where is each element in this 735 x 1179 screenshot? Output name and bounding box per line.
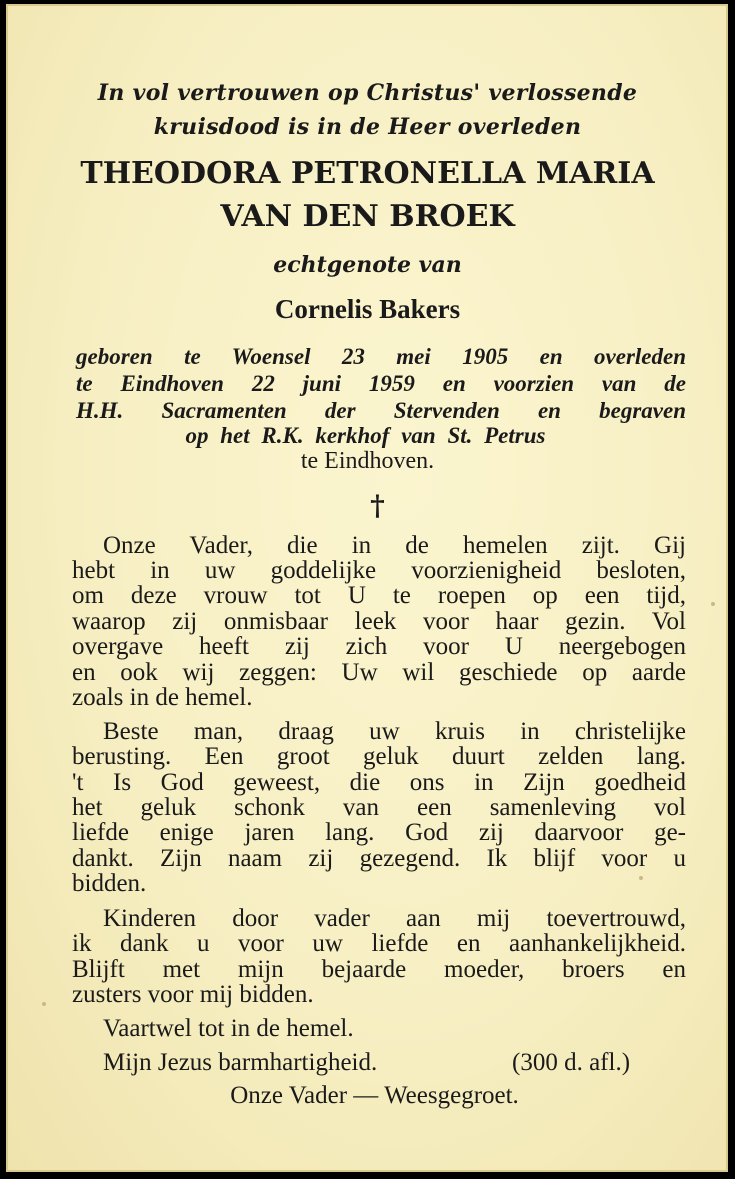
prayer3-last-line: zusters voor mij bidden. bbox=[72, 981, 314, 1008]
deceased-name-line-2: VAN DEN BROEK bbox=[220, 199, 515, 234]
indulgence-note: (300 d. afl.) bbox=[512, 1049, 631, 1076]
prayer1-line-5: overgave heeft zij zich voor U neergebogen bbox=[72, 633, 686, 660]
prayer1-line-3: om deze vrouw tot U te roepen op een tijd, bbox=[72, 582, 686, 609]
cross-icon: † bbox=[370, 489, 385, 522]
biography-last-line: te Eindhoven. bbox=[300, 448, 435, 474]
prayer2-line-2: berusting. Een groot geluk duurt zelden lang. bbox=[72, 743, 686, 770]
paper-speck bbox=[42, 1002, 46, 1006]
biography-line-2: te Eindhoven 22 juni 1959 en voorzien van de bbox=[76, 371, 686, 396]
spouse-relation: echtgenote van bbox=[273, 252, 462, 278]
prayer2-last-line: bidden. bbox=[72, 870, 147, 897]
spouse-name: Cornelis Bakers bbox=[274, 294, 461, 324]
header-line-2: kruisdood is in de Heer overleden bbox=[153, 114, 582, 140]
prayer1-last-line: zoals in de hemel. bbox=[72, 684, 253, 711]
prayer3-line-1: Kinderen door vader aan mij toevertrouwd, bbox=[103, 905, 686, 932]
header-line-1: In vol vertrouwen op Christus' verlossende bbox=[97, 80, 638, 106]
closing-prayers: Onze Vader — Weesgegroet. bbox=[230, 1082, 519, 1109]
prayer2-line-1: Beste man, draag uw kruis in christelijke bbox=[103, 718, 686, 745]
farewell-line: Vaartwel tot in de hemel. bbox=[103, 1015, 354, 1042]
biography-line-1: geboren te Woensel 23 mei 1905 en overleden bbox=[76, 344, 686, 369]
paper-speck bbox=[639, 876, 643, 880]
paper-speck bbox=[711, 602, 715, 606]
prayer2-line-3: 't Is God geweest, die ons in Zijn goedheid bbox=[72, 769, 686, 796]
prayer1-line-1: Onze Vader, die in de hemelen zijt. Gij bbox=[103, 532, 686, 559]
prayer2-line-5: liefde enige jaren lang. God zij daarvoor ge- bbox=[72, 819, 686, 846]
prayer2-line-4: het geluk schonk van een samenleving vol bbox=[72, 794, 686, 821]
prayer1-line-2: hebt in uw goddelijke voorzienigheid besloten, bbox=[72, 557, 686, 584]
prayer1-line-4: waarop zij onmisbaar leek voor haar gezin. Vol bbox=[72, 608, 686, 635]
indulgence-prayer: Mijn Jezus barmhartigheid. bbox=[103, 1049, 378, 1076]
deceased-name-line-1: THEODORA PETRONELLA MARIA bbox=[80, 156, 655, 191]
prayer3-line-3: Blijft met mijn bejaarde moeder, broers en bbox=[72, 956, 686, 983]
prayer2-line-6: dankt. Zijn naam zij gezegend. Ik blijf voor u bbox=[72, 845, 686, 872]
biography-line-3: H.H. Sacramenten der Stervenden en begraven bbox=[76, 398, 686, 423]
biography-line-4: op het R.K. kerkhof van St. Petrus bbox=[185, 423, 546, 448]
prayer3-line-2: ik dank u voor uw liefde en aanhankelijkheid. bbox=[72, 930, 686, 957]
prayer1-line-6: en ook wij zeggen: Uw wil geschiede op aarde bbox=[72, 659, 686, 686]
